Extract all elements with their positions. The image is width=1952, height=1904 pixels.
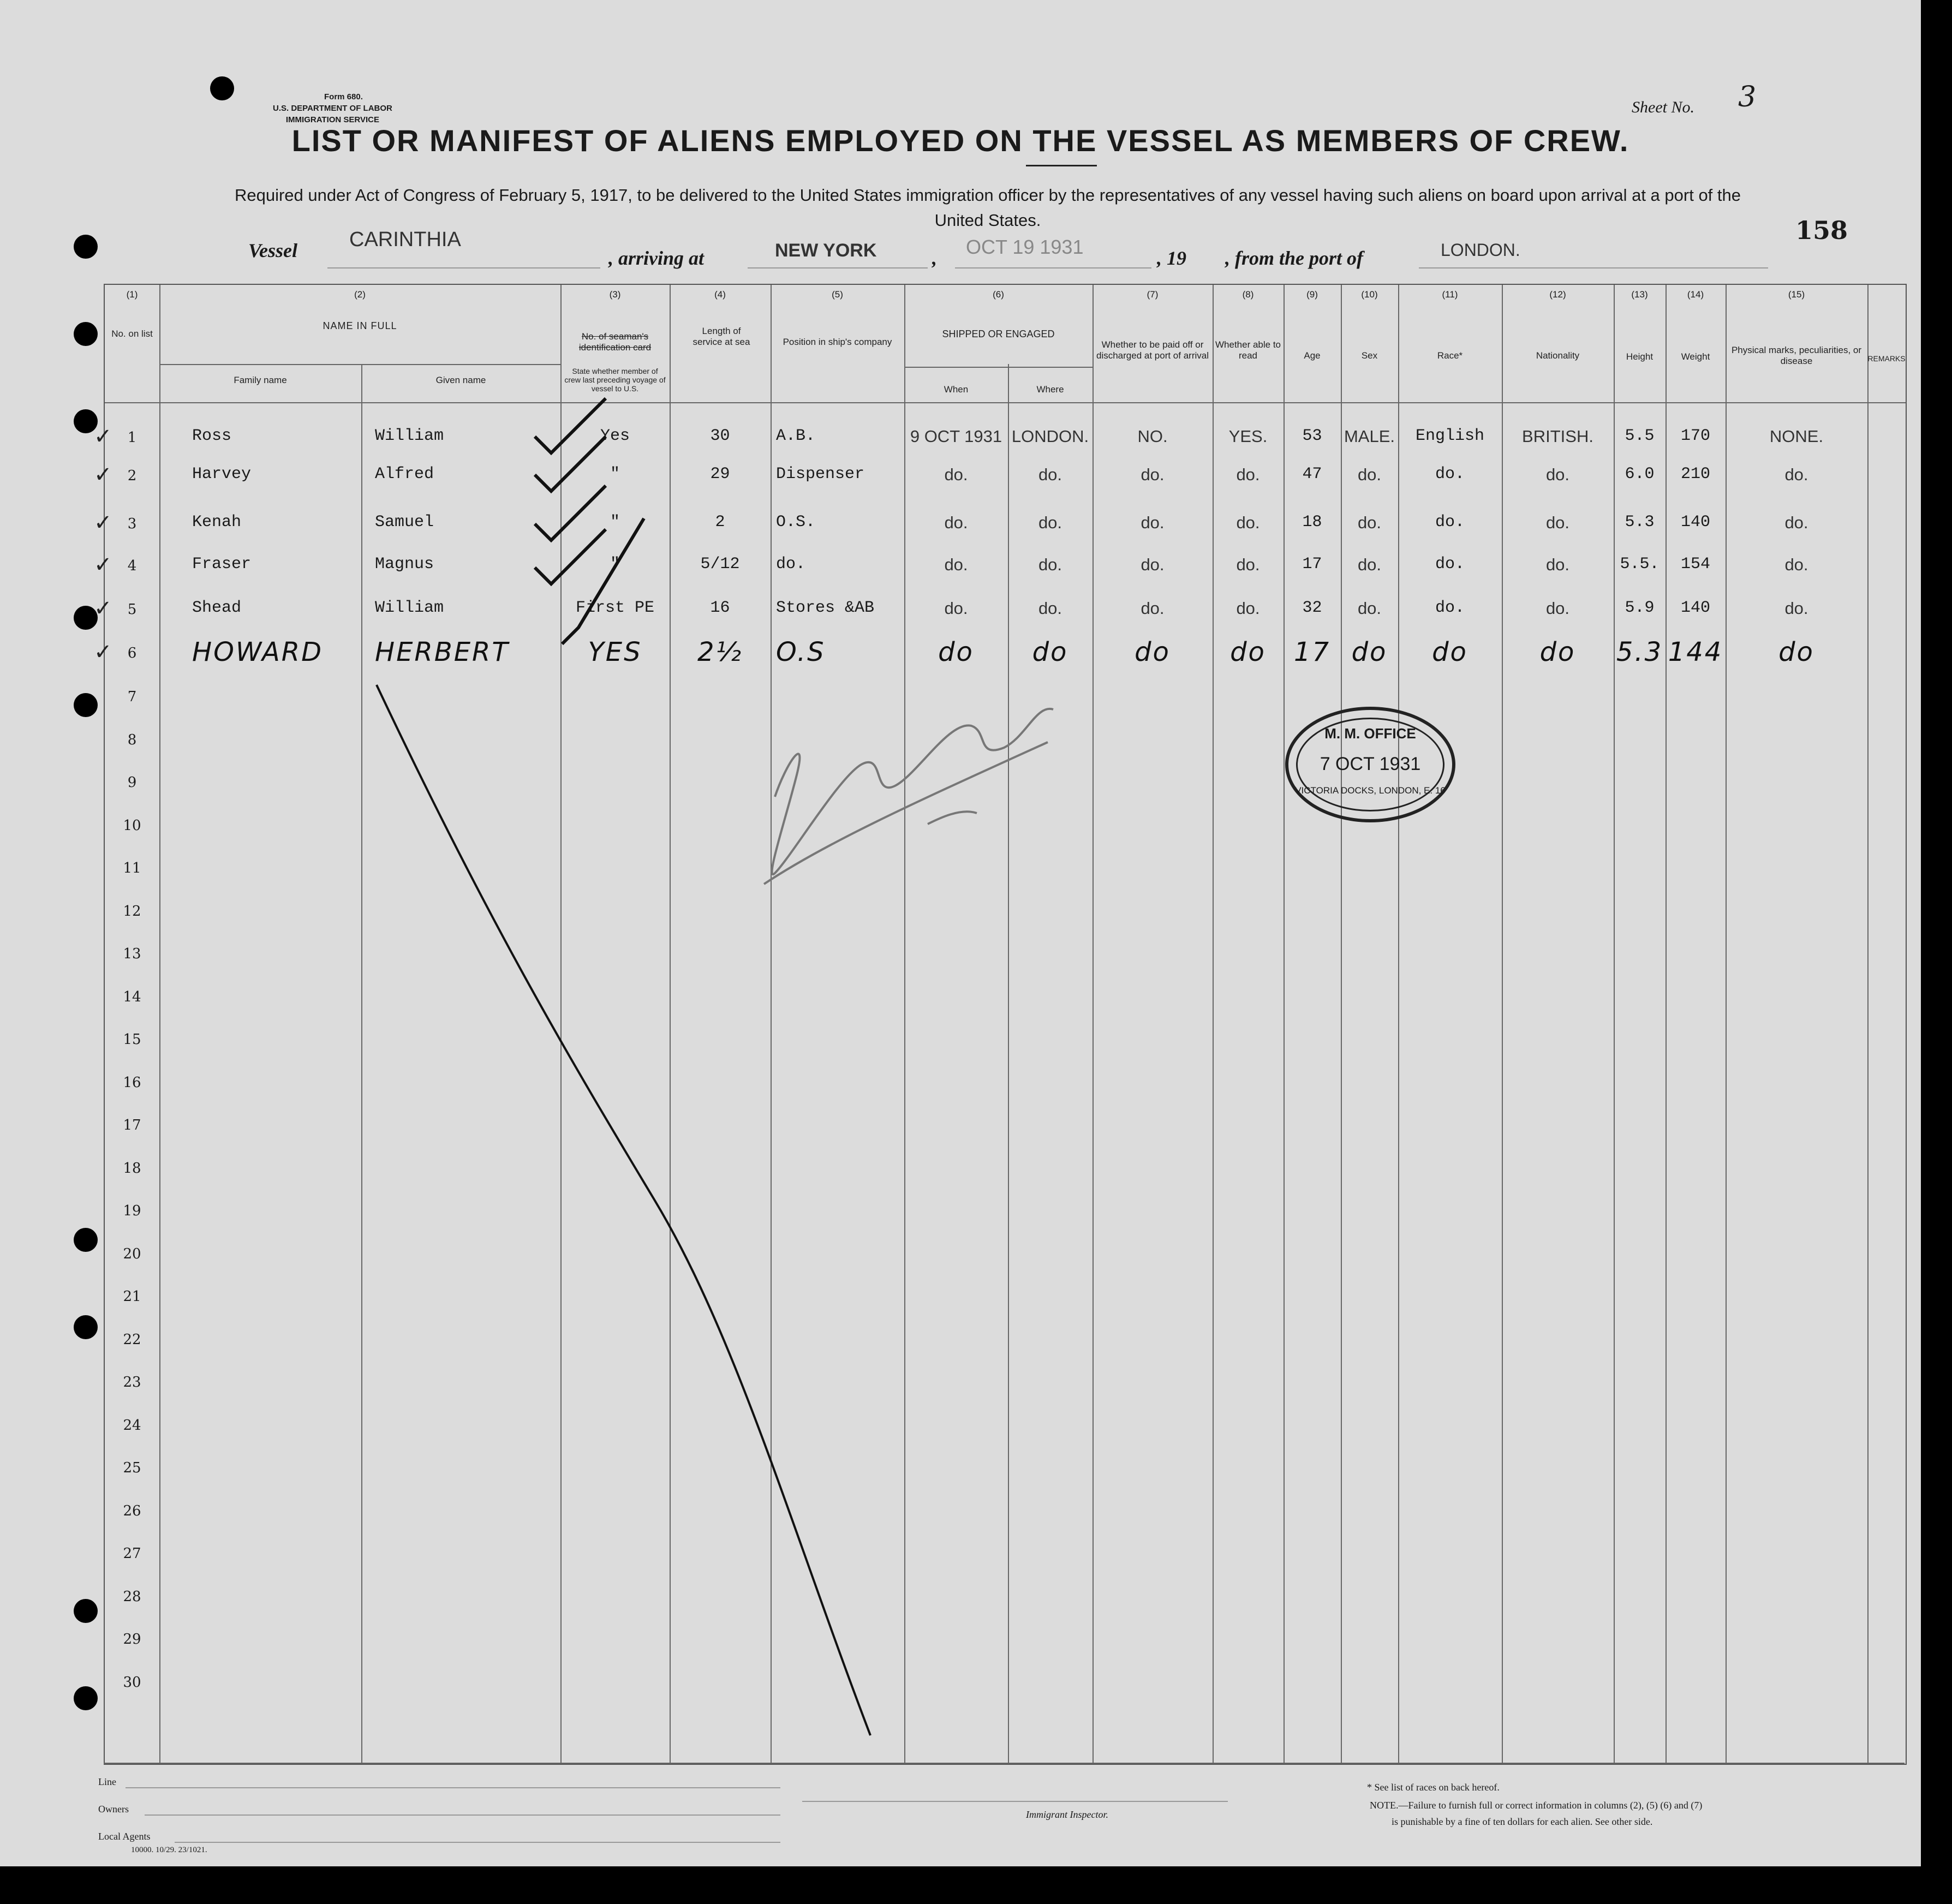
- cell-position: Dispenser: [776, 465, 865, 484]
- cell-read: do.: [1236, 599, 1260, 618]
- cell-age: 53: [1302, 427, 1322, 445]
- cell-position: Stores &AB: [776, 599, 875, 617]
- cell-where: do: [1032, 637, 1068, 667]
- cell-paid: do: [1135, 637, 1171, 667]
- col-header-no: No. on list: [111, 329, 153, 339]
- check-icon: ✓: [94, 596, 112, 621]
- cell-given: William: [375, 427, 444, 445]
- cell-race: do.: [1435, 513, 1465, 532]
- col-num: (2): [354, 289, 366, 300]
- cell-physical: do.: [1784, 465, 1808, 484]
- cell-nationality: do: [1539, 637, 1576, 667]
- cell-race: do.: [1435, 599, 1465, 617]
- row-number: 18: [123, 1160, 141, 1177]
- cell-nationality: BRITISH.: [1522, 427, 1593, 446]
- checkmarks: [535, 398, 644, 644]
- col-header-sex: Sex: [1361, 350, 1378, 361]
- cell-race: do: [1432, 637, 1468, 667]
- cell-family: Shead: [192, 599, 242, 617]
- arriving-label: , arriving at: [608, 247, 705, 269]
- cell-where: do.: [1038, 599, 1062, 618]
- col-num: (15): [1788, 289, 1805, 300]
- cell-service: 2: [715, 513, 725, 532]
- col-header-shipped: SHIPPED OR ENGAGED: [942, 329, 1055, 339]
- row-number: 23: [123, 1374, 141, 1390]
- row-number: 22: [123, 1331, 141, 1348]
- cell-position: A.B.: [776, 427, 816, 445]
- row-number: 28: [123, 1588, 141, 1605]
- cell-read: do.: [1236, 465, 1260, 484]
- cell-nationality: do.: [1545, 513, 1570, 532]
- cell-physical: do.: [1784, 555, 1808, 574]
- col-header-read: Whether able to read: [1215, 339, 1281, 361]
- cell-when: do.: [944, 599, 968, 618]
- cell-height: 5.9: [1625, 599, 1655, 617]
- col-header-remarks: REMARKS: [1867, 354, 1906, 363]
- col-header-service: Length of service at sea: [693, 326, 750, 347]
- stamp-top-text: M. M. OFFICE: [1324, 725, 1416, 742]
- row-number: 19: [123, 1203, 141, 1219]
- cell-service: 16: [710, 599, 730, 617]
- col-num: (12): [1549, 289, 1566, 300]
- footer-agents-underline: [175, 1842, 780, 1843]
- row-number: 13: [123, 946, 141, 962]
- stamp-date: 7 OCT 1931: [1320, 754, 1421, 774]
- cell-service: 5/12: [700, 555, 740, 574]
- cell-height: 6.0: [1625, 465, 1655, 484]
- col-num: (5): [832, 289, 843, 300]
- cell-paid: do.: [1141, 599, 1165, 618]
- cell-family: Fraser: [192, 555, 252, 574]
- cell-age: 17: [1302, 555, 1322, 574]
- service-name: IMMIGRATION SERVICE: [285, 115, 379, 124]
- check-icon: ✓: [94, 424, 112, 449]
- cell-when: do: [938, 637, 974, 667]
- cell-sex: do.: [1357, 513, 1382, 532]
- row-number: 27: [123, 1545, 141, 1562]
- footer-agents-label: Local Agents: [98, 1831, 151, 1842]
- cell-when: do.: [944, 555, 968, 574]
- cell-sex: do: [1351, 637, 1388, 667]
- cell-position: do.: [776, 555, 806, 574]
- footer-note-penalty: NOTE.—Failure to furnish full or correct information in columns (2), (5) (6) and (7): [1370, 1800, 1703, 1811]
- cell-read: do: [1230, 637, 1266, 667]
- check-icon: ✓: [94, 552, 112, 577]
- page-subtitle: Required under Act of Congress of February 5, 1917, to be delivered to the United States immigration officer by the representatives of any vessel having such aliens on board upon arrival at a port of the United States.: [234, 186, 1741, 230]
- cell-position: O.S: [776, 637, 826, 667]
- cell-weight: 144: [1668, 637, 1723, 667]
- year-label: , 19: [1157, 247, 1186, 269]
- row-number: 12: [123, 903, 141, 920]
- col-header-name: NAME IN FULL: [323, 320, 397, 331]
- cell-physical: NONE.: [1769, 427, 1824, 446]
- comma: ,: [932, 247, 937, 269]
- check-icon: ✓: [94, 510, 112, 535]
- department-name: U.S. DEPARTMENT OF LABOR: [273, 104, 392, 113]
- row-number: 20: [123, 1245, 141, 1262]
- cell-service: 29: [710, 465, 730, 484]
- col-header-when: When: [944, 384, 969, 395]
- row-number: 2: [127, 468, 137, 484]
- cell-paid: NO.: [1137, 427, 1168, 446]
- cell-where: do.: [1038, 465, 1062, 484]
- col-header-family: Family name: [234, 375, 287, 385]
- page-number: 158: [1795, 216, 1848, 245]
- cell-height: 5.3: [1625, 513, 1655, 532]
- cell-position: O.S.: [776, 513, 816, 532]
- inspector-label: Immigrant Inspector.: [1026, 1809, 1108, 1820]
- stamp-bottom-text: VICTORIA DOCKS, LONDON, E. 16: [1295, 785, 1446, 796]
- from-port: LONDON.: [1441, 240, 1520, 260]
- row-number: 11: [123, 860, 141, 876]
- cell-voyage: ": [610, 513, 620, 532]
- cell-given: Alfred: [375, 465, 434, 484]
- sheet-label: Sheet No.: [1632, 98, 1694, 116]
- cell-when: do.: [944, 513, 968, 532]
- cell-paid: do.: [1141, 465, 1165, 484]
- cell-service: 2½: [697, 637, 743, 667]
- cell-read: do.: [1236, 513, 1260, 532]
- col-num: (7): [1147, 289, 1159, 300]
- col-num: (3): [609, 289, 621, 300]
- row-number: 29: [123, 1631, 141, 1648]
- col-num: (1): [126, 289, 138, 300]
- footer-note-penalty-2: is punishable by a fine of ten dollars for each alien. See other side.: [1392, 1816, 1653, 1827]
- col-num: (8): [1242, 289, 1254, 300]
- cell-where: LONDON.: [1011, 427, 1089, 446]
- cell-physical: do.: [1784, 513, 1808, 532]
- cell-height: 5.5.: [1620, 555, 1660, 574]
- cell-race: English: [1415, 427, 1485, 445]
- col-num: (6): [993, 289, 1004, 300]
- cell-age: 47: [1302, 465, 1322, 484]
- col-header-card-note: State whether member of crew last preceding voyage of vessel to U.S.: [564, 367, 666, 393]
- inspector-signature: [764, 709, 1053, 884]
- cancel-line: [377, 685, 870, 1735]
- col-num: (13): [1631, 289, 1648, 300]
- cell-where: do.: [1038, 513, 1062, 532]
- cell-paid: do.: [1141, 555, 1165, 574]
- row-number: 24: [123, 1417, 141, 1434]
- row-number: 6: [127, 645, 137, 661]
- page-title: LIST OR MANIFEST OF ALIENS EMPLOYED ON THE VESSEL AS MEMBERS OF CREW.: [291, 123, 1629, 158]
- vessel-label: Vessel: [248, 240, 297, 261]
- col-header-card: No. of seaman's identification card: [578, 331, 652, 353]
- cell-where: do.: [1038, 555, 1062, 574]
- cell-given: William: [375, 599, 444, 617]
- row-number: 5: [127, 601, 137, 618]
- cell-race: do.: [1435, 465, 1465, 484]
- cell-read: do.: [1236, 555, 1260, 574]
- col-header-nationality: Nationality: [1536, 350, 1580, 361]
- check-icon: ✓: [94, 640, 112, 665]
- cell-sex: do.: [1357, 599, 1382, 618]
- row-number: 17: [123, 1117, 141, 1133]
- cell-weight: 154: [1680, 555, 1710, 574]
- cell-weight: 140: [1680, 513, 1710, 532]
- col-num: (4): [714, 289, 726, 300]
- footer-owners-underline: [145, 1815, 780, 1816]
- cell-age: 18: [1302, 513, 1322, 532]
- col-num: (14): [1687, 289, 1704, 300]
- cell-family: Harvey: [192, 465, 252, 484]
- arriving-port: NEW YORK: [775, 240, 877, 261]
- cell-sex: do.: [1357, 465, 1382, 484]
- footer-line-label: Line: [98, 1776, 116, 1787]
- row-number: 15: [123, 1031, 141, 1048]
- col-header-position: Position in ship's company: [783, 337, 892, 347]
- row-number: 9: [127, 774, 137, 791]
- row-number: 14: [123, 988, 141, 1005]
- vessel-name: CARINTHIA: [349, 228, 461, 251]
- cell-voyage: Yes: [600, 427, 630, 445]
- cell-sex: do.: [1357, 555, 1382, 574]
- cell-height: 5.3: [1616, 637, 1663, 667]
- col-header-physical: Physical marks, peculiarities, or disease: [1731, 345, 1862, 366]
- cell-weight: 140: [1680, 599, 1710, 617]
- cell-given: Samuel: [375, 513, 434, 532]
- col-header-paid: Whether to be paid off or discharged at port of arrival: [1096, 339, 1209, 361]
- from-label: , from the port of: [1225, 247, 1364, 269]
- col-num: (10): [1361, 289, 1378, 300]
- cell-given: HERBERT: [375, 637, 510, 667]
- col-num: (11): [1442, 289, 1458, 300]
- row-number: 30: [123, 1674, 141, 1691]
- cell-age: 32: [1302, 599, 1322, 617]
- row-number: 26: [123, 1502, 141, 1519]
- cell-when: 9 OCT 1931: [910, 427, 1002, 446]
- cell-voyage: YES: [588, 637, 642, 667]
- col-header-age: Age: [1304, 350, 1321, 361]
- cell-weight: 170: [1680, 427, 1710, 445]
- cell-read: YES.: [1228, 427, 1268, 446]
- col-header-race: Race*: [1437, 350, 1463, 361]
- row-number: 1: [127, 429, 137, 446]
- col-header-weight: Weight: [1681, 351, 1710, 362]
- cell-family: HOWARD: [192, 637, 324, 667]
- row-number: 7: [127, 689, 137, 705]
- cell-when: do.: [944, 465, 968, 484]
- footer-note-races: * See list of races on back hereof.: [1367, 1782, 1500, 1793]
- row-number: 25: [123, 1460, 141, 1476]
- cell-nationality: do.: [1545, 599, 1570, 618]
- cell-race: do.: [1435, 555, 1465, 574]
- cell-voyage: ": [610, 555, 620, 574]
- footer-print-code: 10000. 10/29. 23/1021.: [131, 1846, 207, 1854]
- cell-voyage: ": [610, 465, 620, 484]
- cell-sex: MALE.: [1344, 427, 1395, 446]
- cell-family: Kenah: [192, 513, 242, 532]
- row-number: 4: [127, 558, 137, 574]
- col-header-height: Height: [1626, 351, 1653, 362]
- inspector-underline: [802, 1801, 1228, 1802]
- footer-line-underline: [126, 1787, 780, 1788]
- cell-weight: 210: [1680, 465, 1710, 484]
- sheet-number: 3: [1738, 81, 1757, 114]
- cell-paid: do.: [1141, 513, 1165, 532]
- footer-rule: [104, 1763, 1905, 1764]
- cell-nationality: do.: [1545, 465, 1570, 484]
- mm-office-stamp: [1285, 707, 1455, 822]
- cell-height: 5.5: [1625, 427, 1655, 445]
- cell-given: Magnus: [375, 555, 434, 574]
- cell-service: 30: [710, 427, 730, 445]
- cell-physical: do.: [1784, 599, 1808, 618]
- footer-owners-label: Owners: [98, 1804, 129, 1815]
- row-number: 3: [127, 516, 137, 532]
- col-header-given: Given name: [435, 375, 486, 385]
- row-number: 21: [123, 1288, 141, 1305]
- cell-age: 17: [1293, 637, 1331, 667]
- cell-nationality: do.: [1545, 555, 1570, 574]
- row-number: 10: [123, 817, 141, 834]
- arrival-date-stamp: OCT 19 1931: [966, 236, 1084, 258]
- cell-family: Ross: [192, 427, 232, 445]
- cell-voyage: First PE: [575, 599, 655, 617]
- cell-physical: do: [1778, 637, 1814, 667]
- col-header-where: Where: [1036, 384, 1064, 395]
- row-number: 16: [123, 1074, 141, 1091]
- col-num: (9): [1306, 289, 1318, 300]
- form-number: Form 680.: [324, 92, 363, 102]
- row-number: 8: [127, 731, 137, 748]
- check-icon: ✓: [94, 462, 112, 487]
